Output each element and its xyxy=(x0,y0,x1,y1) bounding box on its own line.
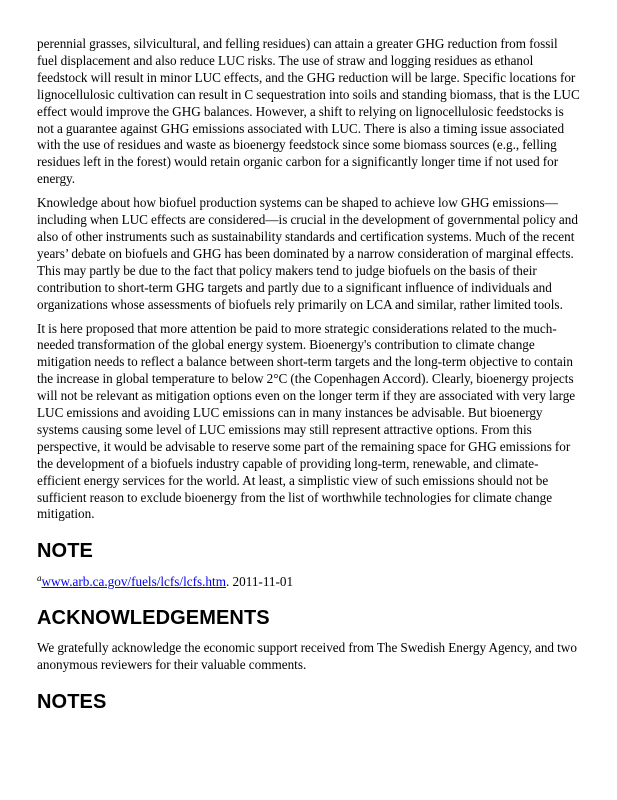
note-entry xyxy=(37,573,581,590)
note-link[interactable]: www.arb.ca.gov/fuels/lcfs/lcfs.htm xyxy=(41,574,226,590)
acknowledgements-text: We gratefully acknowledge the economic support received from The Swedish Energy Agency, and two anonymous reviewers for their valuable comments. xyxy=(37,640,577,673)
paragraph-strategic-considerations: It is here proposed that more attention be paid to more strategic considerations related to the much-needed transformation of the global energy system. Bioenergy's contribution to climate change mitigation needs to reflect a balance between short-term targets and the long-term objective to contain the increase in global temperature to below 2°C (the Copenhagen Accord). Clearly, bioenergy projects will not be relevant as mitigation options even on the longer term if they are associated with very large LUC emissions and avoiding LUC emissions can in many instances be advisable. But bioenergy systems causing some level of LUC emissions may still represent attractive options. From this perspective, it would be advisable to reserve some part of the remaining space for GHG emissions for the development of a biofuels industry capable of providing long-term, renewable, and climate-efficient energy services for the world. At least, a simplistic view of such emissions should not be sufficient reason to exclude bioenergy from the list of worthwhile technologies for climate change mitigation. xyxy=(37,320,576,522)
note-marker: a xyxy=(37,573,42,584)
paragraph-knowledge-policy: Knowledge about how biofuel production systems can be shaped to achieve low GHG emissions—including when LUC effects are considered—is crucial in the development of governmental policy and also of other instruments such as sustainability standards and certification systems. Much of the recent years’ debate on biofuels and GHG has been dominated by a narrow consideration of marginal effects. This may partly be due to the fact that policy makers tend to judge biofuels on the basis of their contribution to short-term GHG targets and partly due to a significant influence of individuals and organizations whose assessments of biofuels rely primarily on LCA and similar, rather limited tools. xyxy=(37,195,578,312)
notes-heading: NOTES xyxy=(37,691,107,714)
note-heading: NOTE xyxy=(37,540,93,563)
paragraph-residues-luc: perennial grasses, silvicultural, and felling residues) can attain a greater GHG reduction from fossil fuel displacement and also reduce LUC risks. The use of straw and logging residues as ethanol feedstock will result in minor LUC effects, and the GHG reduction will be large. Specific locations for lignocellulosic cultivation can result in C sequestration into soils and standing biomass, that is the LUC effect would improve the GHG balances. However, a shift to relying on lignocellulosic feedstocks is not a guarantee against GHG emissions associated with LUC. There is also a timing issue associated with the use of residues and waste as bioenergy feedstock since some biomass sources (e.g., felling residues left in the forest) would retain organic carbon for a significantly longer time if not used for energy. xyxy=(37,36,580,187)
acknowledgements-heading: ACKNOWLEDGEMENTS xyxy=(37,607,270,630)
note-date: . 2011-11-01 xyxy=(225,574,294,590)
